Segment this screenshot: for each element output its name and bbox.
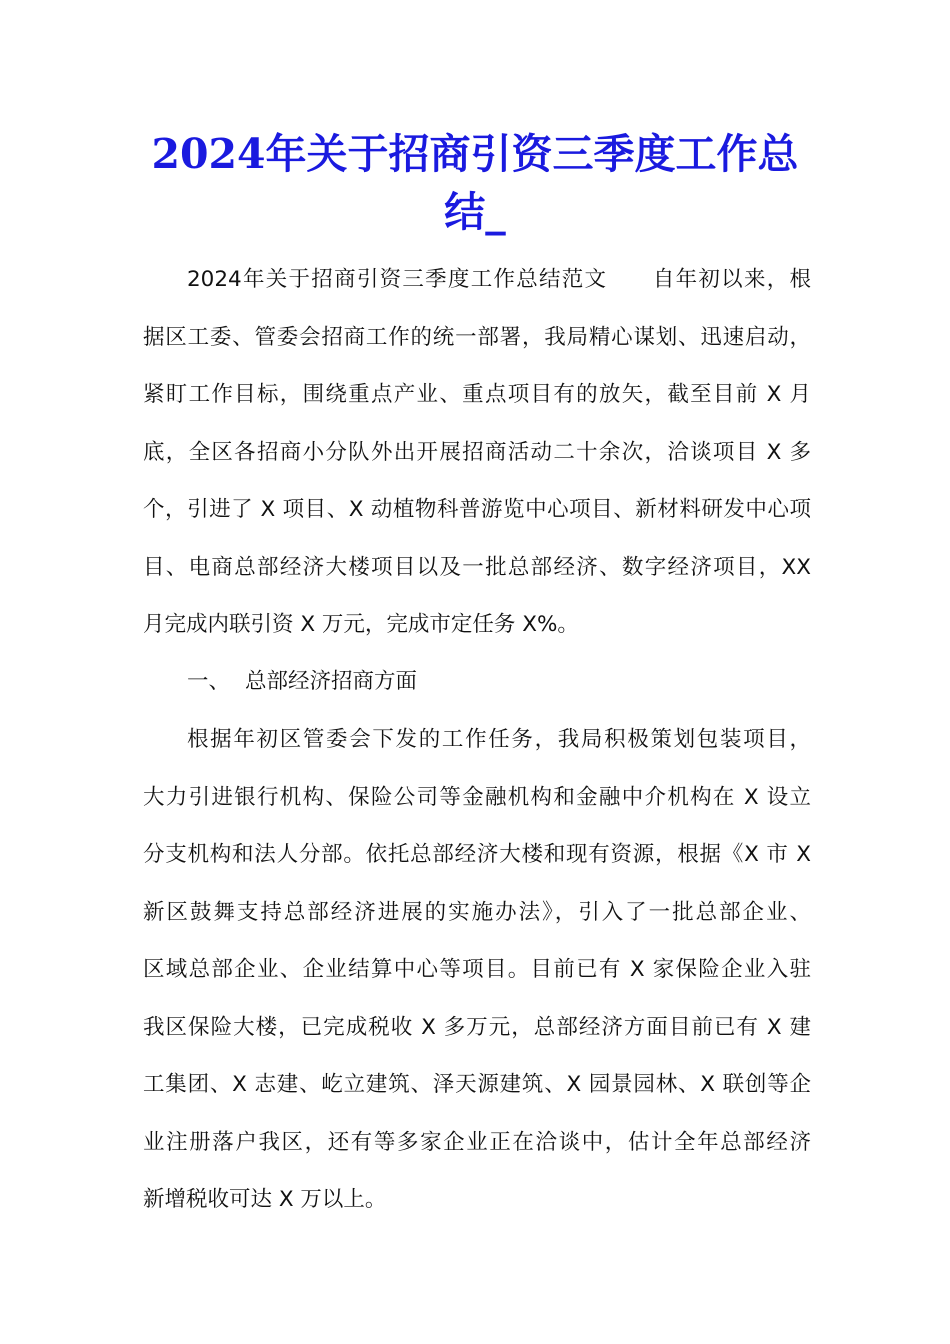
document-title-line-2: 结_	[444, 188, 506, 236]
paragraph-line: 据区工委、管委会招商工作的统一部署，我局精心谋划、迅速启动，	[143, 324, 811, 350]
paragraph-line: 新增税收可达 X 万以上。	[143, 1187, 387, 1212]
paragraph-line: 2024年关于招商引资三季度工作总结范文 自年初以来，根	[187, 267, 811, 292]
paragraph-line: 目、电商总部经济大楼项目以及一批总部经济、数字经济项目，XX	[143, 554, 811, 580]
document-title-line-1: 2024年关于招商引资三季度工作总	[151, 130, 799, 178]
paragraph-line: 月完成内联引资 X 万元，完成市定任务 X%。	[143, 612, 579, 637]
paragraph-line: 紧盯工作目标，围绕重点产业、重点项目有的放矢，截至目前 X 月	[143, 382, 811, 407]
paragraph-line: 工集团、X 志建、屹立建筑、泽天源建筑、X 园景园林、X 联创等企	[143, 1072, 811, 1097]
paragraph-line: 我区保险大楼，已完成税收 X 多万元，总部经济方面目前已有 X 建	[143, 1014, 811, 1040]
section-number: 一、	[187, 669, 231, 694]
section-heading	[187, 657, 417, 707]
paragraph-line: 区域总部企业、企业结算中心等项目。目前已有 X 家保险企业入驻	[143, 957, 811, 982]
section-title: 总部经济招商方面	[245, 669, 418, 694]
paragraph-line: 新区鼓舞支持总部经济进展的实施办法》，引入了一批总部企业、	[143, 899, 811, 925]
paragraph-line: 个，引进了 X 项目、X 动植物科普游览中心项目、新材料研发中心项	[143, 497, 811, 522]
paragraph-line: 大力引进银行机构、保险公司等金融机构和金融中介机构在 X 设立	[143, 784, 811, 810]
section-1-paragraph	[143, 711, 811, 1229]
paragraph-line: 根据年初区管委会下发的工作任务，我局积极策划包装项目，	[187, 727, 811, 752]
paragraph-line: 底，全区各招商小分队外出开展招商活动二十余次，洽谈项目 X 多	[143, 439, 811, 465]
paragraph-line: 分支机构和法人分部。依托总部经济大楼和现有资源，根据《X 市 X	[143, 842, 811, 867]
intro-paragraph	[143, 251, 811, 654]
paragraph-line: 业注册落户我区，还有等多家企业正在洽谈中，估计全年总部经济	[143, 1129, 811, 1155]
